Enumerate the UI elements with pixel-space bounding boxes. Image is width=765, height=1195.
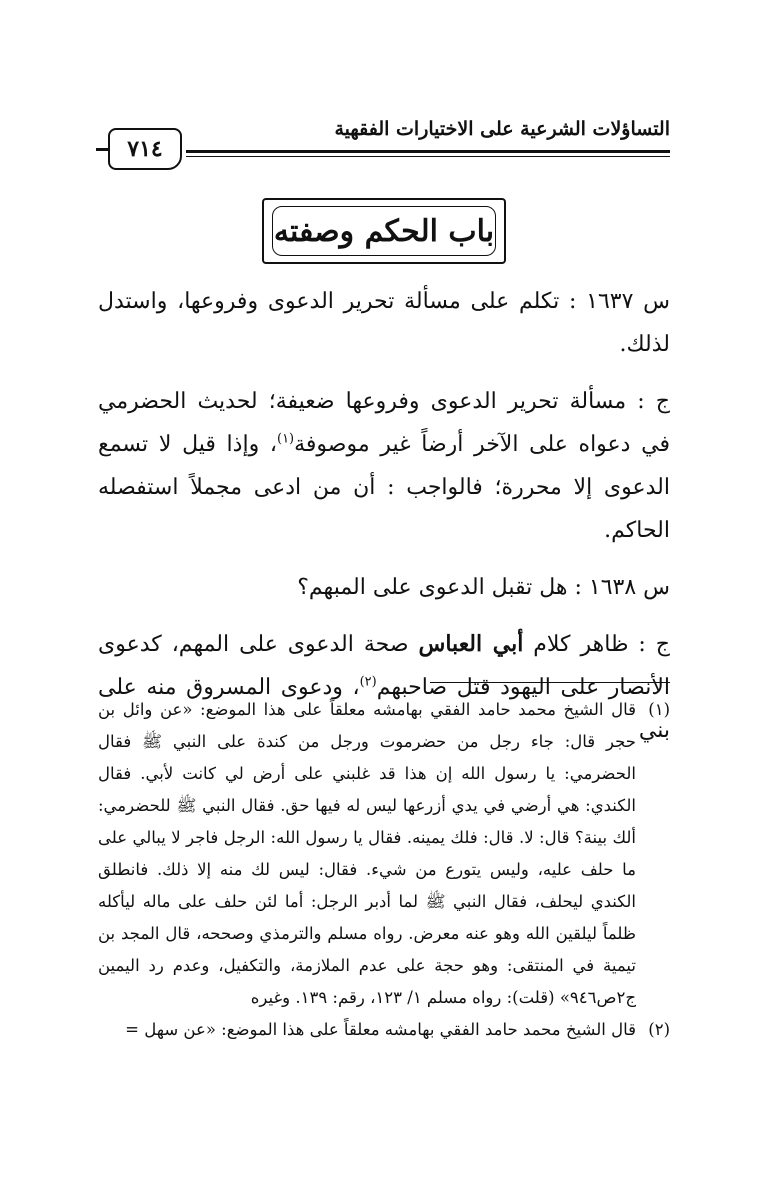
question-1637: س ١٦٣٧ : تكلم على مسألة تحرير الدعوى وفروعها، واستدل لذلك. [98, 289, 670, 357]
footnote-2-number: (٢) [648, 1020, 670, 1039]
page-number: ٧١٤ [108, 128, 182, 170]
footnote-1-text: قال الشيخ محمد حامد الفقي بهامشه معلقاً على هذا الموضع: «عن وائل بن حجر قال: جاء رجل من حضرموت ورجل من كندة على النبي ﷺ فقال الحضرمي: يا رسول الله إن هذا قد غلبني على أرض لي كانت لأبي. فقال الكندي: هي أرضي في يدي أزرعها ليس له فيها حق. فقال النبي ﷺ للحضرمي: ألك بينة؟ قال: لا. قال: فلك يمينه. فقال يا رسول الله: الرجل فاجر لا يبالي على ما حلف عليه، وليس يتورع من شيء. فقال: ليس لك منه إلا ذلك. فانطلق الكندي ليحلف، فقال النبي ﷺ لما أدبر الرجل: أما لئن حلف على ماله ليأكله ظلماً ليلقين الله وهو عنه معرض. رواه مسلم والترمذي وصححه، قال المجد بن تيمية في المنتقى: وهو حجة على عدم الملازمة، والتكفيل، وعدم رد اليمين ج٢ص٩٤٦» (قلت): رواه مسلم ١/ ١٢٣، رقم: ١٣٩. وغيره [98, 700, 636, 1007]
answer-1637 [98, 380, 670, 552]
answer-1638-part-c: ، ودعوى المسروق منه على بني [98, 675, 670, 743]
footnotes [98, 694, 670, 1046]
scholar-name: أبي العباس [418, 631, 524, 657]
book-title: التساؤلات الشرعية على الاختيارات الفقهية [334, 118, 670, 140]
chapter-title: باب الحكم وصفته [273, 213, 495, 249]
chapter-heading-frame [262, 198, 506, 264]
footnote-2 [98, 1014, 670, 1046]
answer-1637-part-a: ج : مسألة تحرير الدعوى وفروعها ضعيفة؛ لحديث الحضرمي في دعواه على الآخر أرضاً غير موصوفة [98, 389, 670, 457]
footnote-2-text: قال الشيخ محمد حامد الفقي بهامشه معلقاً على هذا الموضع: «عن سهل = [125, 1020, 636, 1039]
running-header [96, 112, 670, 162]
header-rule [186, 150, 670, 153]
footnote-separator [430, 682, 670, 683]
question-1638: س ١٦٣٨ : هل تقبل الدعوى على المبهم؟ [297, 575, 670, 600]
footnote-ref-2[interactable]: (٢) [359, 674, 377, 690]
footnote-ref-1[interactable]: (١) [276, 431, 295, 447]
header-rule-thin [186, 156, 670, 157]
footnote-1 [98, 694, 670, 1014]
answer-1637-part-b: ، وإذا قيل لا تسمع الدعوى إلا محررة؛ فالواجب : أن من ادعى مجملاً استفصله الحاكم. [98, 432, 670, 543]
answer-1638-part-a: ج : ظاهر كلام [523, 632, 671, 657]
footnote-1-number: (١) [648, 700, 670, 719]
answer-1638-part-b: صحة الدعوى على المهم، كدعوى الأنصار على اليهود قتل صاحبهم [98, 632, 670, 700]
